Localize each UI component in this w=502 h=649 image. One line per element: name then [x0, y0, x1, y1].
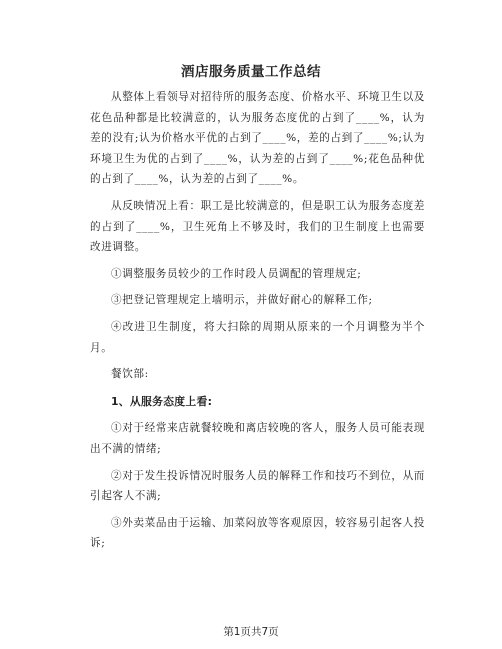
list-item: ①对于经常来店就餐较晚和离店较晚的客人，服务人员可能表现出不满的情绪;	[90, 422, 425, 455]
section-heading: 1、从服务态度上看:	[111, 394, 213, 408]
list-item: ②对于发生投诉情况时服务人员的解释工作和技巧不到位，从而引起客人不满;	[90, 469, 425, 503]
list-item: ①调整服务员较少的工作时段人员调配的管理规定;	[111, 267, 362, 280]
section-label: 餐饮部:	[111, 368, 149, 381]
paragraph: 从反映情况上看：职工是比较满意的，但是职工认为服务态度差的占到了____%，卫生死角上不够及时，我们的卫生制度上也需要改进调整。	[90, 199, 425, 254]
list-item: ④改进卫生制度，将大扫除的周期从原来的一个月调整为半个月。	[90, 320, 425, 354]
list-item: ③外卖菜品由于运输、加菜闷放等客观原因，较容易引起客人投诉;	[90, 516, 425, 550]
page-footer: 第1页共7页	[223, 626, 279, 638]
document-body	[90, 87, 425, 554]
paragraph: 从整体上看领导对招待所的服务态度、价格水平、环境卫生以及花色品种都是比较满意的，认为服务态度优的占到了____%，认为差的没有;认为价格水平优的占到了____%，差的占到了____%;认为环境卫生为优的占到了____%，认为差的占到了____%;花色品种优的占到了____%，认为差的占到了____%。	[90, 91, 425, 186]
list-item: ③把登记管理规定上墙明示，并做好耐心的解释工作;	[111, 294, 373, 307]
document-title: 酒店服务质量工作总结	[181, 64, 321, 80]
